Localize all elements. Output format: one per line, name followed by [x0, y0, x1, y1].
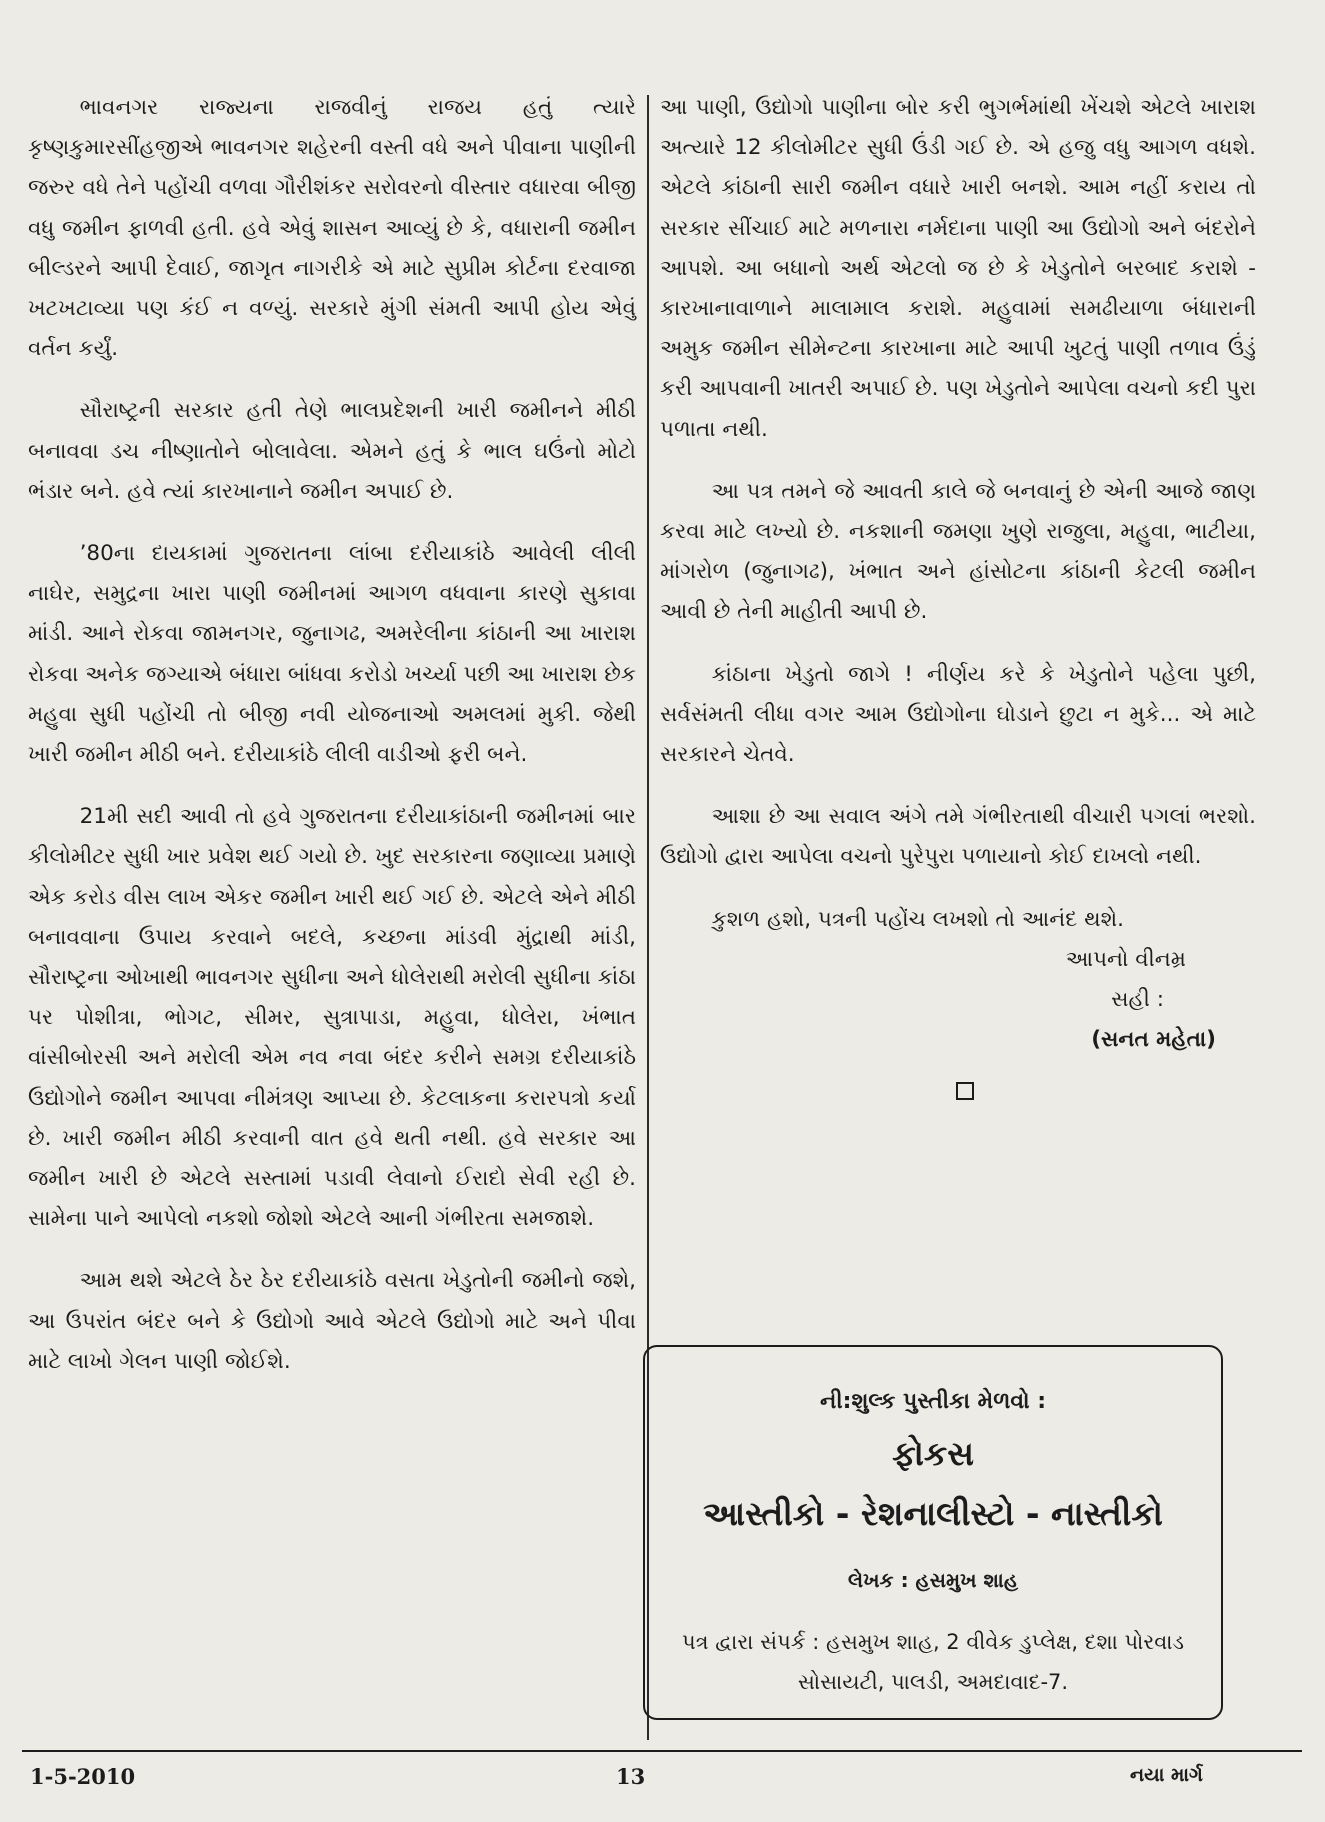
page-number: 13: [616, 1764, 646, 1789]
ad-author: લેખક : હસમુખ શાહ: [847, 1568, 1019, 1592]
footer-date: 1-5-2010: [30, 1764, 136, 1789]
booklet-advertisement-box: [643, 1345, 1223, 1720]
magazine-name: નયા માર્ગ: [1130, 1764, 1203, 1786]
left-column: [28, 88, 636, 1382]
article-end-square-icon: [956, 1082, 974, 1100]
signature-label: સહી :: [1111, 987, 1164, 1013]
left-paragraph-5: આમ થશે એટલે ઠેર ઠેર દરીયાકાંઠે વસતા ખેડુતોની જમીનો જશે, આ ઉપરાંત બંદર બને કે ઉદ્યોગો આવે એટલે ઉદ્યોગો માટે અને પીવા માટે લાખો ગેલન પાણી જોઈશે.: [28, 1268, 636, 1374]
left-paragraph-1: ભાવનગર રાજ્યના રાજવીનું રાજય હતું ત્યારે કૃષ્ણકુમારસીંહજીએ ભાવનગર શહેરની વસ્તી વધે અને પીવાના પાણીની જરુર વધે તેને પહોંચી વળવા ગૌરીશંકર સરોવરનો વીસ્તાર વધારવા બીજી વધુ જમીન ફાળવી હતી. હવે એવું શાસન આવ્યું છે કે, વધારાની જમીન બીલ્ડરને આપી દેવાઈ, જાગૃત નાગરીકે એ માટે સુપ્રીમ કોર્ટના દરવાજા ખટખટાવ્યા પણ કંઈ ન વળ્યું. સરકારે મુંગી સંમતી આપી હોય એવું વર્તન કર્યું.: [28, 95, 636, 362]
right-paragraph-1: આ પાણી, ઉદ્યોગો પાણીના બોર કરી ભુગર્ભમાંથી ખેંચશે એટલે ખારાશ અત્યારે 12 કીલોમીટર સુધી ઉંડી ગઈ છે. એ હજુ વધુ આગળ વધશે. એટલે કાંઠાની સારી જમીન વધારે ખારી બનશે. આમ નહીં કરાય તો સરકાર સીંચાઈ માટે મળનારા નર્મદાના પાણી આ ઉદ્યોગો અને બંદરોને આપશે. આ બધાનો અર્થ એટલો જ છે કે ખેડુતોને બરબાદ કરાશે - કારખાનાવાળાને માલામાલ કરાશે. મહુવામાં સમઢીયાળા બંધારાની અમુક જમીન સીમેન્ટના કારખાના માટે આપી ખુટતું પાણી તળાવ ઉંડું કરી આપવાની ખાતરી અપાઈ છે. પણ ખેડુતોને આપેલા વચનો કદી પુરા પળાતા નથી.: [660, 95, 1256, 442]
ad-heading: ની:શુલ્ક પુસ્તીકા મેળવો :: [819, 1389, 1047, 1414]
ad-subtitle: આસ્તીકો - રેશનાલીસ્ટો - નાસ્તીકો: [703, 1494, 1163, 1533]
signature-closing: આપનો વીનમ્ર: [1065, 946, 1186, 972]
ad-title: ફોકસ: [892, 1434, 974, 1473]
right-paragraph-4: આશા છે આ સવાલ અંગે તમે ગંભીરતાથી વીચારી પગલાં ભરશો. ઉદ્યોગો દ્વારા આપેલા વચનો પુરેપુરા પળાયાનો કોઈ દાખલો નથી.: [660, 804, 1256, 870]
right-paragraph-5: કુશળ હશો, પત્રની પહોંચ લખશો તો આનંદ થશે.: [711, 906, 1124, 932]
left-paragraph-4: 21મી સદી આવી તો હવે ગુજરાતના દરીયાકાંઠાની જમીનમાં બાર કીલોમીટર સુધી ખાર પ્રવેશ થઈ ગયો છે. ખુદ સરકારના જણાવ્યા પ્રમાણે એક કરોડ વીસ લાખ એકર જમીન ખારી થઈ ગઈ છે. એટલે એને મીઠી બનાવવાના ઉપાય કરવાને બદલે, કચ્છના માંડવી મુંદ્રાથી માંડી, સૌરાષ્ટ્રના ઓખાથી ભાવનગર સુધીના અને ધોલેરાથી મરોલી સુધીના કાંઠા પર પોશીત્રા, ભોગટ, સીમર, સુત્રાપાડા, મહુવા, ધોલેરા, ખંભાત વાંસીબોરસી અને મરોલી એમ નવ નવા બંદર કરીને સમગ્ર દરીયાકાંઠે ઉદ્યોગોને જમીન આપવા નીમંત્રણ આપ્યા છે. કેટલાકના કરારપત્રો કર્યા છે. ખારી જમીન મીઠી કરવાની વાત હવે થતી નથી. હવે સરકાર આ જમીન ખારી છે એટલે સસ્તામાં પડાવી લેવાનો ઈરાદો સેવી રહી છે. સામેના પાને આપેલો નકશો જોશો એટલે આની ગંભીરતા સમજાશે.: [28, 804, 636, 1232]
left-paragraph-3: ’80ના દાયકામાં ગુજરાતના લાંબા દરીયાકાંઠે આવેલી લીલી નાઘેર, સમુદ્રના ખારા પાણી જમીનમાં આગળ વધવાના કારણે સુકાવા માંડી. આને રોકવા જામનગર, જુનાગઢ, અમરેલીના કાંઠાની આ ખારાશ રોકવા અનેક જગ્યાએ બંધારા બાંધવા કરોડો ખર્ચ્યા પછી આ ખારાશ છેક મહુવા સુધી પહોંચી તો બીજી નવી યોજનાઓ અમલમાં મુકી. જેથી ખારી જમીન મીઠી બને. દરીયાકાંઠે લીલી વાડીઓ ફરી બને.: [28, 541, 636, 768]
footer-divider: [22, 1750, 1302, 1752]
right-column: [660, 88, 1256, 1100]
right-paragraph-2: આ પત્ર તમને જે આવતી કાલે જે બનવાનું છે એની આજે જાણ કરવા માટે લખ્યો છે. નકશાની જમણા ખુણે રાજુલા, મહુવા, ભાટીયા, માંગરોળ (જુનાગઢ), ખંભાત અને હાંસોટના કાંઠાની કેટલી જમીન આવી છે તેની માહીતી આપી છે.: [660, 478, 1256, 625]
right-paragraph-3: કાંઠાના ખેડુતો જાગે ! નીર્ણય કરે કે ખેડુતોને પહેલા પુછી, સર્વસંમતી લીધા વગર આમ ઉદ્યોગોના ઘોડાને છુટા ન મુકે... એ માટે સરકારને ચેતવે.: [660, 661, 1256, 768]
ad-contact: પત્ર દ્વારા સંપર્ક : હસમુખ શાહ, 2 વીવેક ડુપ્લેક્ષ, દશા પોરવાડ સોસાયટી, પાલડી, અમદાવાદ-7.: [681, 1630, 1185, 1694]
signature-name: (સનત મહેતા): [1091, 1027, 1216, 1053]
left-paragraph-2: સૌરાષ્ટ્રની સરકાર હતી તેણે ભાલપ્રદેશની ખારી જમીનને મીઠી બનાવવા ડચ નીષ્ણાતોને બોલાવેલા. એમને હતું કે ભાલ ઘઉંનો મોટો ભંડાર બને. હવે ત્યાં કારખાનાને જમીન અપાઈ છે.: [28, 398, 636, 504]
